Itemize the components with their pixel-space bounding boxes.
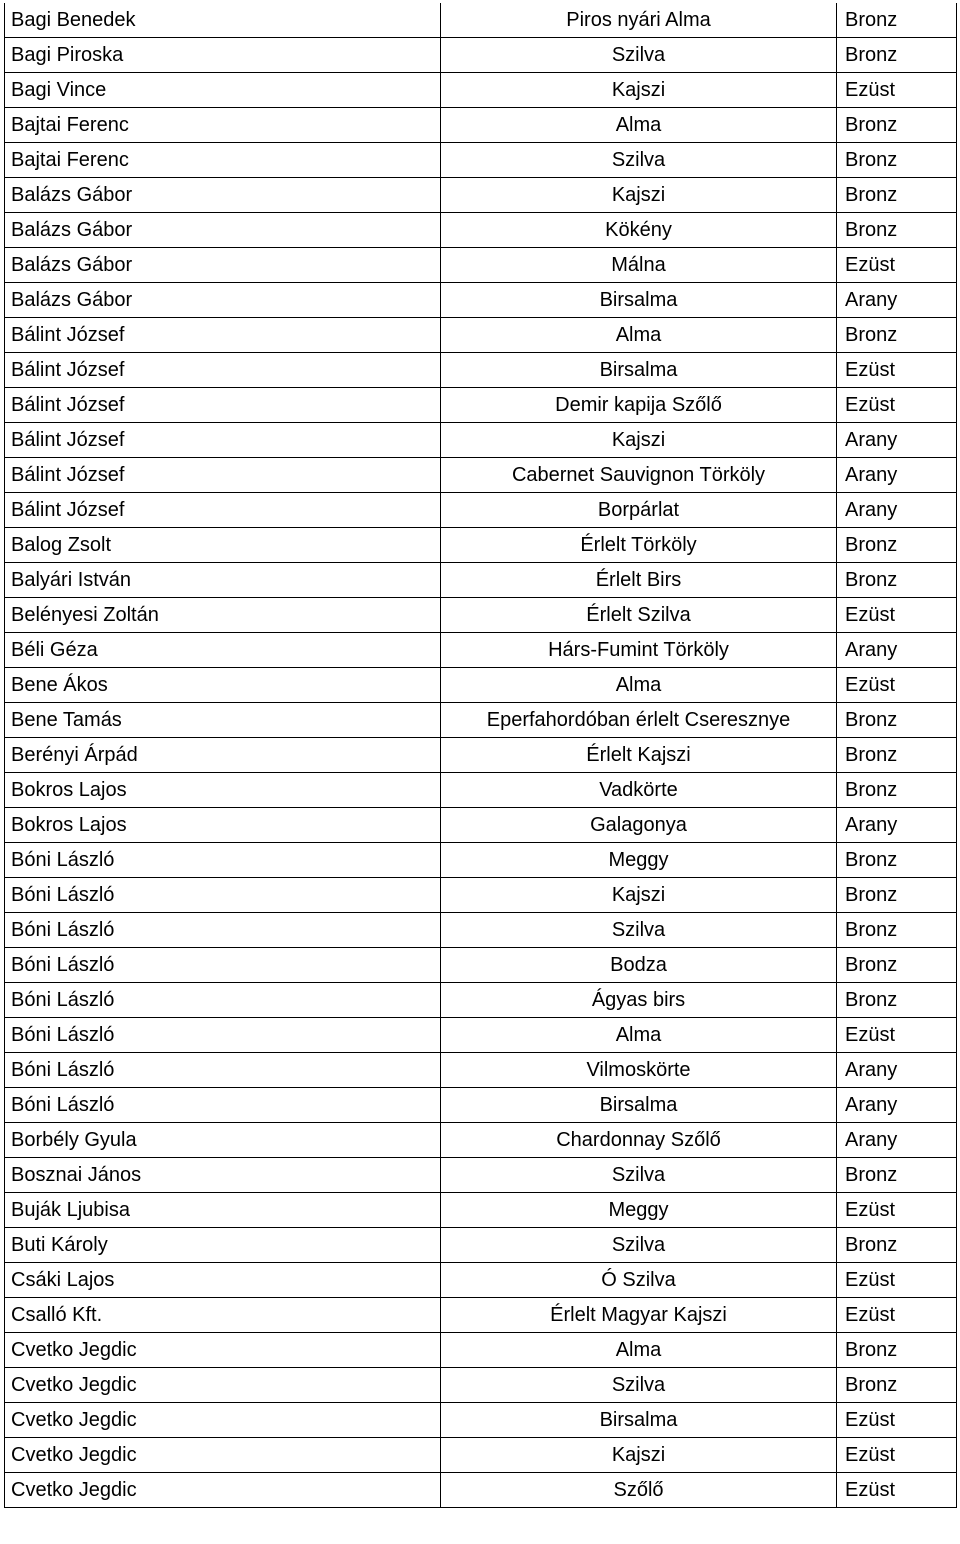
table-row: [5, 1473, 957, 1508]
table-row: [5, 458, 957, 493]
product-name-cell: Ó Szilva: [441, 1263, 837, 1298]
award-cell: Ezüst: [837, 1263, 957, 1298]
table-row: [5, 808, 957, 843]
producer-name-cell: Balázs Gábor: [5, 178, 441, 213]
product-name-cell: Borpárlat: [441, 493, 837, 528]
producer-name-cell: Berényi Árpád: [5, 738, 441, 773]
producer-name-cell: Bálint József: [5, 458, 441, 493]
producer-name-cell: Cvetko Jegdic: [5, 1438, 441, 1473]
award-cell: Bronz: [837, 563, 957, 598]
product-name-cell: Érlelt Kajszi: [441, 738, 837, 773]
producer-name-cell: Bálint József: [5, 388, 441, 423]
award-cell: Arany: [837, 1053, 957, 1088]
product-name-cell: Érlelt Magyar Kajszi: [441, 1298, 837, 1333]
award-cell: Arany: [837, 1088, 957, 1123]
product-name-cell: Vilmoskörte: [441, 1053, 837, 1088]
award-cell: Bronz: [837, 983, 957, 1018]
producer-name-cell: Bálint József: [5, 423, 441, 458]
table-row: [5, 1263, 957, 1298]
table-row: [5, 1123, 957, 1158]
product-name-cell: Galagonya: [441, 808, 837, 843]
producer-name-cell: Buják Ljubisa: [5, 1193, 441, 1228]
product-name-cell: Chardonnay Szőlő: [441, 1123, 837, 1158]
table-row: [5, 633, 957, 668]
award-cell: Ezüst: [837, 1403, 957, 1438]
product-name-cell: Eperfahordóban érlelt Cseresznye: [441, 703, 837, 738]
award-cell: Bronz: [837, 1333, 957, 1368]
product-name-cell: Demir kapija Szőlő: [441, 388, 837, 423]
product-name-cell: Szilva: [441, 913, 837, 948]
table-row: [5, 913, 957, 948]
table-row: [5, 528, 957, 563]
table-row: [5, 318, 957, 353]
table-row: [5, 1298, 957, 1333]
producer-name-cell: Bóni László: [5, 913, 441, 948]
product-name-cell: Vadkörte: [441, 773, 837, 808]
award-cell: Bronz: [837, 108, 957, 143]
producer-name-cell: Balázs Gábor: [5, 213, 441, 248]
table-row: [5, 738, 957, 773]
table-row: [5, 598, 957, 633]
table-row: [5, 73, 957, 108]
table-row: [5, 283, 957, 318]
producer-name-cell: Bajtai Ferenc: [5, 143, 441, 178]
award-cell: Ezüst: [837, 1298, 957, 1333]
product-name-cell: Birsalma: [441, 1088, 837, 1123]
award-cell: Bronz: [837, 843, 957, 878]
table-row: [5, 773, 957, 808]
table-row: [5, 143, 957, 178]
award-cell: Arany: [837, 1123, 957, 1158]
award-cell: Bronz: [837, 703, 957, 738]
table-row: [5, 1368, 957, 1403]
producer-name-cell: Bagi Piroska: [5, 38, 441, 73]
award-cell: Bronz: [837, 38, 957, 73]
product-name-cell: Meggy: [441, 843, 837, 878]
table-row: [5, 493, 957, 528]
award-cell: Bronz: [837, 528, 957, 563]
award-cell: Arany: [837, 493, 957, 528]
product-name-cell: Érlelt Szilva: [441, 598, 837, 633]
product-name-cell: Kajszi: [441, 423, 837, 458]
product-name-cell: Kökény: [441, 213, 837, 248]
producer-name-cell: Bóni László: [5, 983, 441, 1018]
award-cell: Ezüst: [837, 248, 957, 283]
award-cell: Bronz: [837, 1368, 957, 1403]
award-cell: Bronz: [837, 738, 957, 773]
product-name-cell: Kajszi: [441, 1438, 837, 1473]
producer-name-cell: Bóni László: [5, 1018, 441, 1053]
table-row: [5, 983, 957, 1018]
product-name-cell: Kajszi: [441, 178, 837, 213]
producer-name-cell: Bene Ákos: [5, 668, 441, 703]
product-name-cell: Kajszi: [441, 73, 837, 108]
product-name-cell: Piros nyári Alma: [441, 3, 837, 38]
producer-name-cell: Bóni László: [5, 843, 441, 878]
award-cell: Bronz: [837, 773, 957, 808]
award-cell: Bronz: [837, 213, 957, 248]
producer-name-cell: Bene Tamás: [5, 703, 441, 738]
award-cell: Ezüst: [837, 388, 957, 423]
producer-name-cell: Buti Károly: [5, 1228, 441, 1263]
producer-name-cell: Csalló Kft.: [5, 1298, 441, 1333]
award-cell: Bronz: [837, 318, 957, 353]
award-cell: Bronz: [837, 3, 957, 38]
table-row: [5, 1193, 957, 1228]
award-cell: Arany: [837, 423, 957, 458]
table-row: [5, 843, 957, 878]
table-row: [5, 948, 957, 983]
producer-name-cell: Bagi Benedek: [5, 3, 441, 38]
results-table: [4, 3, 957, 1508]
producer-name-cell: Bóni László: [5, 1088, 441, 1123]
table-row: [5, 423, 957, 458]
award-cell: Ezüst: [837, 598, 957, 633]
table-row: [5, 248, 957, 283]
product-name-cell: Bodza: [441, 948, 837, 983]
producer-name-cell: Bajtai Ferenc: [5, 108, 441, 143]
product-name-cell: Málna: [441, 248, 837, 283]
producer-name-cell: Cvetko Jegdic: [5, 1368, 441, 1403]
award-cell: Ezüst: [837, 1473, 957, 1508]
table-row: [5, 1088, 957, 1123]
producer-name-cell: Bálint József: [5, 318, 441, 353]
award-cell: Bronz: [837, 948, 957, 983]
product-name-cell: Hárs-Fumint Törköly: [441, 633, 837, 668]
producer-name-cell: Bóni László: [5, 948, 441, 983]
table-row: [5, 703, 957, 738]
table-row: [5, 1438, 957, 1473]
producer-name-cell: Belényesi Zoltán: [5, 598, 441, 633]
award-cell: Arany: [837, 808, 957, 843]
award-cell: Ezüst: [837, 73, 957, 108]
award-cell: Bronz: [837, 913, 957, 948]
product-name-cell: Érlelt Birs: [441, 563, 837, 598]
producer-name-cell: Béli Géza: [5, 633, 441, 668]
table-row: [5, 668, 957, 703]
producer-name-cell: Bálint József: [5, 493, 441, 528]
table-row: [5, 353, 957, 388]
producer-name-cell: Bosznai János: [5, 1158, 441, 1193]
producer-name-cell: Balázs Gábor: [5, 248, 441, 283]
award-cell: Bronz: [837, 1228, 957, 1263]
award-cell: Arany: [837, 458, 957, 493]
producer-name-cell: Bóni László: [5, 878, 441, 913]
award-cell: Bronz: [837, 878, 957, 913]
award-cell: Ezüst: [837, 353, 957, 388]
award-cell: Ezüst: [837, 668, 957, 703]
product-name-cell: Birsalma: [441, 353, 837, 388]
results-sheet: [4, 3, 956, 1508]
table-row: [5, 1228, 957, 1263]
product-name-cell: Meggy: [441, 1193, 837, 1228]
award-cell: Bronz: [837, 1158, 957, 1193]
table-row: [5, 213, 957, 248]
results-table-body: [5, 3, 957, 1508]
product-name-cell: Érlelt Törköly: [441, 528, 837, 563]
producer-name-cell: Balog Zsolt: [5, 528, 441, 563]
table-row: [5, 1018, 957, 1053]
producer-name-cell: Cvetko Jegdic: [5, 1473, 441, 1508]
product-name-cell: Kajszi: [441, 878, 837, 913]
producer-name-cell: Csáki Lajos: [5, 1263, 441, 1298]
table-row: [5, 38, 957, 73]
table-row: [5, 388, 957, 423]
product-name-cell: Alma: [441, 1018, 837, 1053]
producer-name-cell: Balázs Gábor: [5, 283, 441, 318]
product-name-cell: Szilva: [441, 1158, 837, 1193]
producer-name-cell: Bokros Lajos: [5, 808, 441, 843]
product-name-cell: Alma: [441, 318, 837, 353]
award-cell: Ezüst: [837, 1193, 957, 1228]
product-name-cell: Cabernet Sauvignon Törköly: [441, 458, 837, 493]
table-row: [5, 563, 957, 598]
producer-name-cell: Bokros Lajos: [5, 773, 441, 808]
producer-name-cell: Bóni László: [5, 1053, 441, 1088]
product-name-cell: Ágyas birs: [441, 983, 837, 1018]
product-name-cell: Szilva: [441, 1368, 837, 1403]
producer-name-cell: Cvetko Jegdic: [5, 1333, 441, 1368]
product-name-cell: Szilva: [441, 38, 837, 73]
table-row: [5, 3, 957, 38]
producer-name-cell: Bagi Vince: [5, 73, 441, 108]
table-row: [5, 1403, 957, 1438]
product-name-cell: Szilva: [441, 1228, 837, 1263]
product-name-cell: Alma: [441, 108, 837, 143]
producer-name-cell: Cvetko Jegdic: [5, 1403, 441, 1438]
producer-name-cell: Balyári István: [5, 563, 441, 598]
product-name-cell: Birsalma: [441, 1403, 837, 1438]
table-row: [5, 108, 957, 143]
award-cell: Arany: [837, 633, 957, 668]
table-row: [5, 878, 957, 913]
table-row: [5, 1333, 957, 1368]
award-cell: Bronz: [837, 143, 957, 178]
table-row: [5, 1158, 957, 1193]
product-name-cell: Alma: [441, 1333, 837, 1368]
award-cell: Bronz: [837, 178, 957, 213]
product-name-cell: Szőlő: [441, 1473, 837, 1508]
award-cell: Arany: [837, 283, 957, 318]
award-cell: Ezüst: [837, 1438, 957, 1473]
producer-name-cell: Bálint József: [5, 353, 441, 388]
product-name-cell: Szilva: [441, 143, 837, 178]
table-row: [5, 1053, 957, 1088]
table-row: [5, 178, 957, 213]
award-cell: Ezüst: [837, 1018, 957, 1053]
product-name-cell: Alma: [441, 668, 837, 703]
producer-name-cell: Borbély Gyula: [5, 1123, 441, 1158]
product-name-cell: Birsalma: [441, 283, 837, 318]
